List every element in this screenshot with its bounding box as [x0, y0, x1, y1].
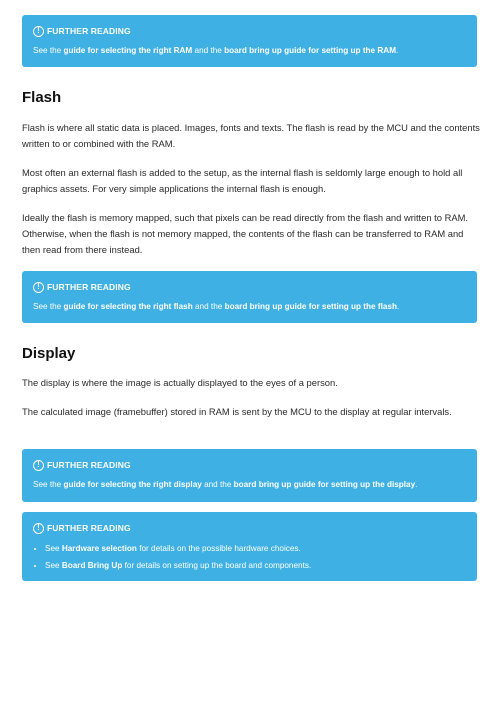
- info-circle-icon: !: [33, 460, 44, 471]
- heading-display: Display: [22, 345, 76, 362]
- info-circle-icon: !: [33, 282, 44, 293]
- callout-title: FURTHER READING: [47, 26, 131, 36]
- further-reading-list: [33, 540, 466, 574]
- flash-paragraph-2: Most often an external flash is added to the setup, as the internal flash is seldomly large enough to hold all graphics assets. For very simple applications the internal flash is enough.: [22, 167, 463, 194]
- further-reading-flash: [22, 271, 477, 323]
- flash-paragraph-1: Flash is where all static data is placed. Images, fonts and texts. The flash is read by the MCU and the contents written to or combined with the RAM.: [22, 122, 480, 149]
- link-ram-selection[interactable]: guide for selecting the right RAM: [63, 46, 193, 55]
- further-reading-ram: [22, 15, 477, 67]
- link-flash-selection[interactable]: guide for selecting the right flash: [63, 302, 193, 311]
- further-reading-display: [22, 449, 477, 502]
- callout-title: FURTHER READING: [47, 460, 131, 470]
- link-board-bring-up[interactable]: Board Bring Up: [61, 561, 123, 570]
- callout-title: FURTHER READING: [47, 282, 131, 292]
- flash-paragraph-3: Ideally the flash is memory mapped, such that pixels can be read directly from the flash and written to RAM. Otherwise, when the flash is not memory mapped, the contents of the flash can be transferred to RAM and then read from there instead.: [22, 212, 469, 255]
- link-display-selection[interactable]: guide for selecting the right display: [63, 480, 202, 489]
- heading-flash: Flash: [22, 89, 62, 106]
- callout-text: See the guide for selecting the right display and the board bring up guide for setting up the display.: [33, 480, 418, 489]
- callout-text: See the guide for selecting the right RAM and the board bring up guide for setting up the RAM.: [33, 46, 399, 55]
- display-paragraph-2: The calculated image (framebuffer) stored in RAM is sent by the MCU to the display at regular intervals.: [22, 406, 452, 417]
- info-circle-icon: !: [33, 523, 44, 534]
- list-item: • See Hardware selection for details on the possible hardware choices.: [45, 540, 466, 557]
- display-paragraph-1: The display is where the image is actually displayed to the eyes of a person.: [22, 377, 338, 388]
- link-display-bringup[interactable]: board bring up guide for setting up the display: [233, 480, 416, 489]
- list-item: • See Board Bring Up for details on setting up the board and components.: [45, 557, 466, 574]
- link-hardware-selection[interactable]: Hardware selection: [61, 544, 137, 553]
- further-reading-general: [22, 512, 477, 581]
- link-ram-bringup[interactable]: board bring up guide for setting up the RAM: [224, 46, 397, 55]
- callout-title: FURTHER READING: [47, 523, 131, 533]
- info-circle-icon: !: [33, 26, 44, 37]
- link-flash-bringup[interactable]: board bring up guide for setting up the flash: [224, 302, 397, 311]
- callout-text: See the guide for selecting the right flash and the board bring up guide for setting up the flash.: [33, 302, 400, 311]
